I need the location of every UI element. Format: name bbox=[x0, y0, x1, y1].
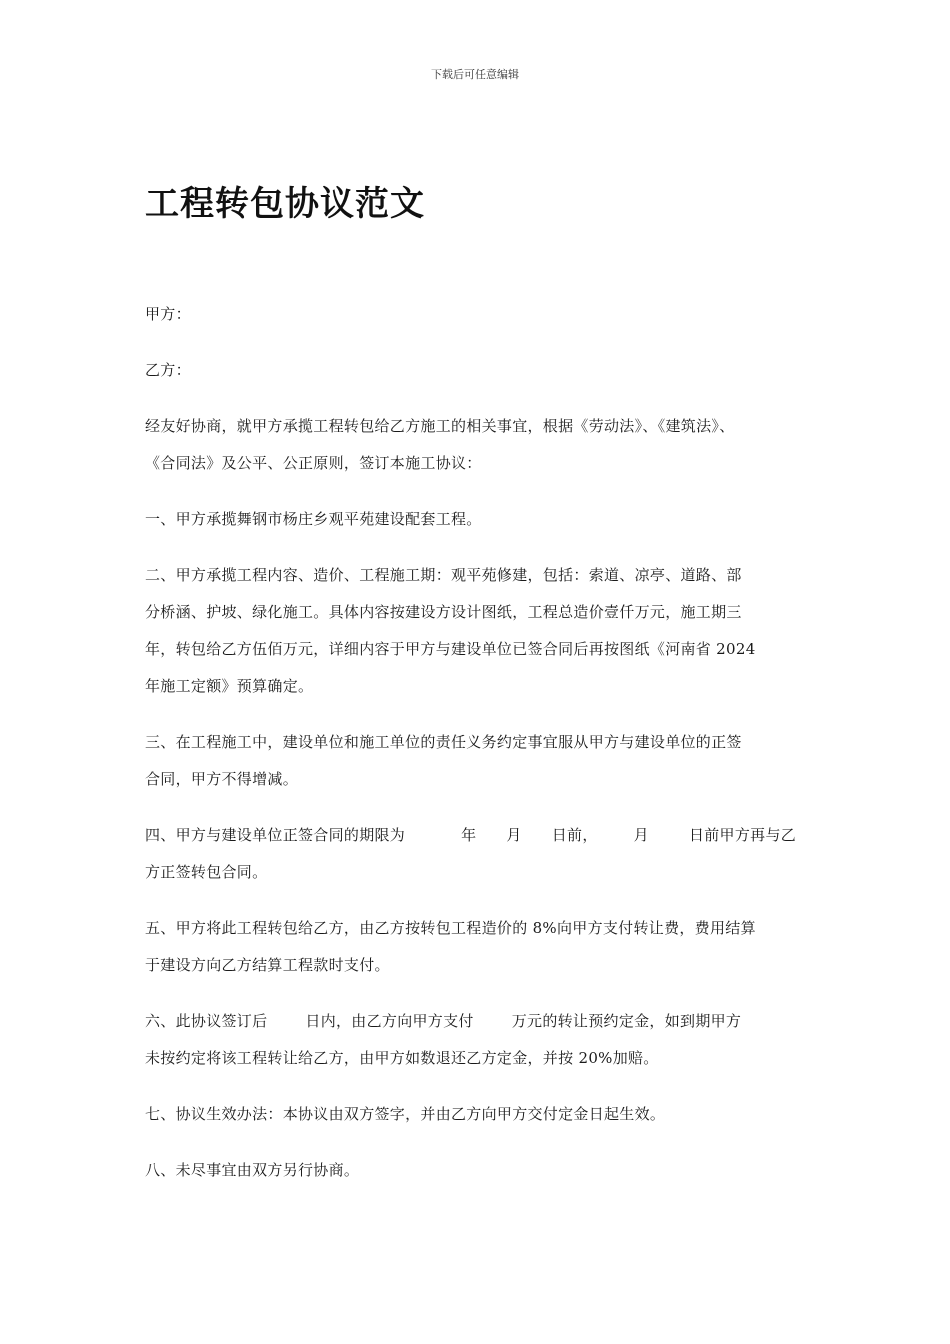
clause-2-line: 分桥涵、护坡、绿化施工。具体内容按建设方设计图纸，工程总造价壹仟万元，施工期三 bbox=[145, 603, 742, 621]
clause-2 bbox=[145, 557, 810, 705]
month-label: 月 bbox=[506, 826, 522, 844]
clause-5 bbox=[145, 910, 810, 984]
intro-paragraph bbox=[145, 408, 810, 482]
party-b-label: 乙方： bbox=[145, 361, 191, 379]
clause-4 bbox=[145, 817, 810, 891]
intro-line: 《合同法》及公平、公正原则，签订本施工协议： bbox=[145, 454, 482, 472]
clause-6-text: 万元的转让预约定金，如到期甲方 bbox=[511, 1012, 742, 1030]
clause-6-line: 未按约定将该工程转让给乙方，由甲方如数退还乙方定金，并按 20%加赔。 bbox=[145, 1049, 659, 1067]
clause-5-line: 于建设方向乙方结算工程款时支付。 bbox=[145, 956, 390, 974]
clause-8: 八、未尽事宜由双方另行协商。 bbox=[145, 1161, 360, 1179]
clause-4-text: 日前甲方再与乙 bbox=[688, 826, 797, 844]
document-title: 工程转包协议范文 bbox=[145, 184, 425, 224]
clause-3 bbox=[145, 724, 810, 798]
clause-2-line: 二、甲方承揽工程内容、造价、工程施工期：观平苑修建，包括：索道、凉亭、道路、部 bbox=[145, 566, 742, 584]
clause-4-line bbox=[145, 817, 810, 854]
clause-4-line: 方正签转包合同。 bbox=[145, 863, 268, 881]
clause-4-text: 四、甲方与建设单位正签合同的期限为 bbox=[145, 826, 406, 844]
clause-3-line: 合同，甲方不得增减。 bbox=[145, 770, 299, 788]
clause-6-line bbox=[145, 1003, 810, 1040]
clause-7: 七、协议生效办法：本协议由双方签字，并由乙方向甲方交付定金日起生效。 bbox=[145, 1105, 666, 1123]
clause-2-line: 年，转包给乙方伍佰万元，详细内容于甲方与建设单位已签合同后再按图纸《河南省 2024 bbox=[145, 640, 756, 658]
year-label: 年 bbox=[461, 826, 477, 844]
clause-2-line: 年施工定额》预算确定。 bbox=[145, 677, 314, 695]
day-label: 日前， bbox=[551, 826, 598, 844]
intro-line: 经友好协商，就甲方承揽工程转包给乙方施工的相关事宜，根据《劳动法》、《建筑法》、 bbox=[145, 417, 735, 435]
document-body bbox=[145, 296, 810, 1208]
clause-6-text: 日内，由乙方向甲方支付 bbox=[305, 1012, 474, 1030]
clause-1: 一、甲方承揽舞钢市杨庄乡观平苑建设配套工程。 bbox=[145, 510, 482, 528]
clause-5-line: 五、甲方将此工程转包给乙方，由乙方按转包工程造价的 8%向甲方支付转让费，费用结算 bbox=[145, 919, 756, 937]
clause-3-line: 三、在工程施工中，建设单位和施工单位的责任义务约定事宜服从甲方与建设单位的正签 bbox=[145, 733, 742, 751]
month-label: 月 bbox=[633, 826, 649, 844]
clause-6 bbox=[145, 1003, 810, 1077]
header-note: 下载后可任意编辑 bbox=[431, 68, 519, 81]
party-a-label: 甲方： bbox=[145, 305, 191, 323]
clause-6-text: 六、此协议签订后 bbox=[145, 1012, 268, 1030]
